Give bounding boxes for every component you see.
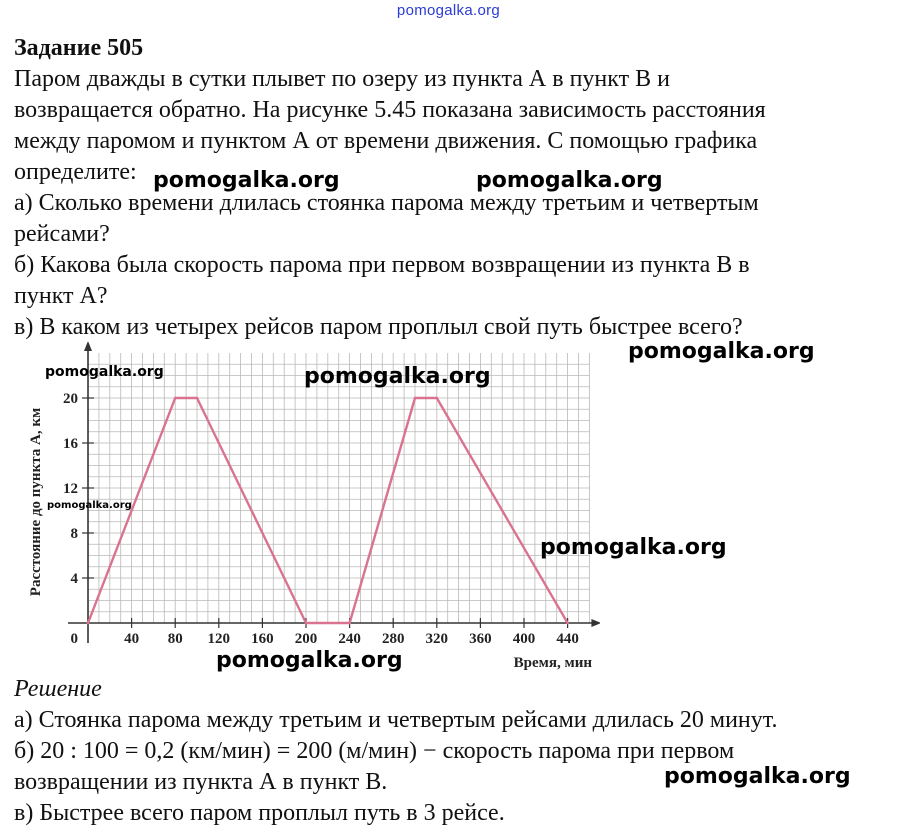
task-line: между паромом и пунктом А от времени движения. С помощью графика (14, 128, 758, 154)
x-tick-label: 280 (381, 631, 405, 647)
watermark: pomogalka.org (153, 168, 340, 193)
x-tick-label: 440 (556, 631, 579, 647)
x-tick-label: 360 (469, 631, 492, 647)
data-point (414, 397, 417, 400)
watermark: pomogalka.org (476, 168, 663, 193)
x-tick-label: 400 (512, 631, 536, 647)
solution-answer-c: в) Быстрее всего паром проплыл путь в 3 рейсе. (14, 800, 505, 826)
solution-answer-b: б) 20 : 100 = 0,2 (км/мин) = 200 (м/мин) − скорость парома при первом (14, 738, 735, 764)
task-title: Задание 505 (14, 35, 144, 61)
chart-ylabel: Расстояние до пункта А, км (28, 407, 44, 597)
x-tick-label: 120 (207, 631, 231, 647)
x-tick-label: 80 (167, 631, 183, 647)
y-tick-label: 8 (70, 526, 78, 542)
y-tick-label: 16 (63, 436, 78, 452)
watermark: pomogalka.org (216, 648, 403, 673)
data-point (348, 622, 351, 625)
solution-answer-a: а) Стоянка парома между третьим и четвертым рейсами длилась 20 минут. (14, 707, 778, 733)
site-header-link[interactable]: pomogalka.org (396, 2, 501, 19)
watermark: pomogalka.org (540, 535, 727, 560)
chart-xlabel: Время, мин (513, 655, 592, 671)
x-tick-label-origin: 0 (70, 631, 78, 647)
y-axis-arrow (84, 342, 92, 351)
y-tick-label: 12 (63, 481, 78, 497)
x-tick-label: 40 (124, 631, 140, 647)
data-point (196, 397, 199, 400)
watermark: pomogalka.org (304, 364, 491, 389)
data-point (174, 397, 177, 400)
solution-answer-b-cont: возвращении из пункта А в пункт В. (14, 769, 388, 795)
watermark: pomogalka.org (47, 500, 132, 511)
watermark: pomogalka.org (45, 364, 164, 380)
question-b: б) Какова была скорость парома при первом возвращении из пункта В в (14, 252, 750, 278)
x-tick-label: 240 (338, 631, 361, 647)
solution-title: Решение (14, 676, 102, 702)
task-line: Паром дважды в сутки плывет по озеру из пункта А в пункт В и (14, 66, 670, 92)
x-tick-label: 160 (251, 631, 274, 647)
question-a-cont: рейсами? (14, 221, 110, 247)
data-point (305, 622, 308, 625)
task-line: возвращается обратно. На рисунке 5.45 показана зависимость расстояния (14, 97, 766, 123)
task-text (14, 64, 884, 343)
watermark: pomogalka.org (664, 764, 851, 789)
question-c: в) В каком из четырех рейсов паром проплыл свой путь быстрее всего? (14, 314, 743, 340)
watermark: pomogalka.org (628, 339, 815, 364)
x-tick-label: 320 (425, 631, 449, 647)
data-point (566, 622, 569, 625)
y-tick-label: 20 (63, 391, 78, 407)
chart-grid (88, 353, 589, 623)
y-tick-label: 4 (70, 571, 78, 587)
x-tick-label: 200 (294, 631, 318, 647)
chart-ticks (63, 391, 579, 647)
solution-block (14, 674, 884, 829)
data-point (87, 622, 90, 625)
question-b-cont: пункт А? (14, 283, 108, 309)
question-a: а) Сколько времени длилась стоянка парома между третьим и четвертым (14, 190, 759, 216)
data-point (436, 397, 439, 400)
x-axis-arrow (591, 619, 600, 627)
task-line: определите: (14, 159, 137, 185)
